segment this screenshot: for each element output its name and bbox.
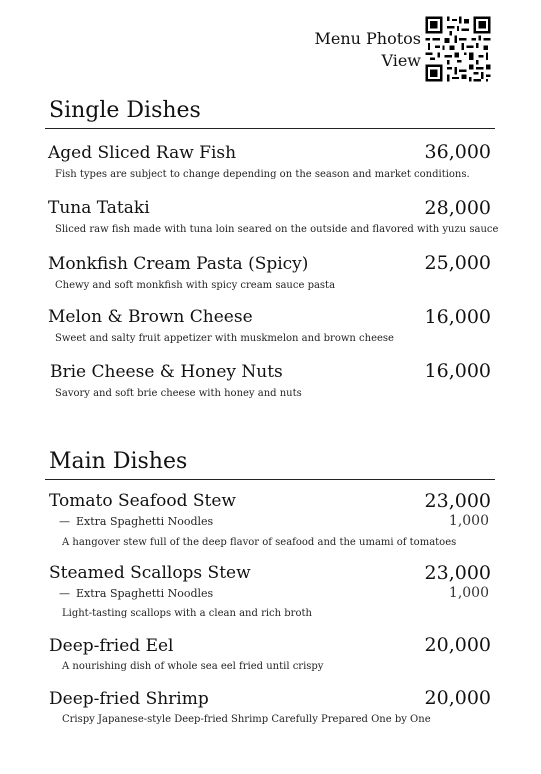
item-description: Savory and soft brie cheese with honey and nuts: [55, 388, 302, 399]
option-price: 1,000: [448, 513, 489, 529]
item-price: 36,000: [424, 141, 491, 163]
menu-photos-caption-line1: Menu Photos: [314, 29, 421, 48]
item-name: Steamed Scallops Stew: [49, 563, 251, 583]
item-price: 25,000: [424, 252, 491, 274]
item-description: Sliced raw fish made with tuna loin seared on the outside and flavored with yuzu sauce: [55, 224, 499, 235]
item-name: Brie Cheese & Honey Nuts: [50, 362, 283, 382]
dash-icon: —: [59, 515, 70, 528]
menu-photos-caption-line2: View: [381, 51, 421, 70]
item-description: Light-tasting scallops with a clean and rich broth: [62, 608, 312, 619]
item-description: Fish types are subject to change depending on the season and market conditions.: [55, 169, 470, 180]
item-description: A hangover stew full of the deep flavor of seafood and the umami of tomatoes: [62, 537, 457, 548]
section-title-single-dishes: Single Dishes: [49, 98, 201, 123]
item-description: Sweet and salty fruit appetizer with muskmelon and brown cheese: [55, 333, 394, 344]
item-name: Deep-fried Shrimp: [49, 689, 209, 709]
qr-code-icon[interactable]: [423, 14, 493, 84]
item-description: A nourishing dish of whole sea eel fried until crispy: [62, 661, 324, 672]
item-name: Melon & Brown Cheese: [48, 307, 253, 327]
item-price: 28,000: [424, 197, 491, 219]
item-price: 23,000: [424, 490, 491, 512]
item-price: 23,000: [424, 562, 491, 584]
item-name: Deep-fried Eel: [49, 636, 174, 656]
section-title-main-dishes: Main Dishes: [49, 449, 188, 474]
section-divider: [45, 479, 495, 480]
item-name: Monkfish Cream Pasta (Spicy): [48, 254, 309, 274]
item-name: Tomato Seafood Stew: [49, 491, 236, 511]
section-divider: [45, 128, 495, 129]
item-description: Chewy and soft monkfish with spicy cream sauce pasta: [55, 280, 336, 291]
item-option: [59, 587, 213, 600]
option-price: 1,000: [448, 585, 489, 601]
item-name: Tuna Tataki: [48, 198, 150, 218]
option-name: Extra Spaghetti Noodles: [76, 515, 214, 528]
item-price: 16,000: [424, 360, 491, 382]
item-name: Aged Sliced Raw Fish: [48, 143, 237, 163]
option-name: Extra Spaghetti Noodles: [76, 587, 214, 600]
item-price: 20,000: [424, 687, 491, 709]
item-price: 20,000: [424, 634, 491, 656]
menu-photos-caption: [314, 28, 421, 72]
item-price: 16,000: [424, 306, 491, 328]
dash-icon: —: [59, 587, 70, 600]
item-option: [59, 515, 213, 528]
item-description: Crispy Japanese-style Deep-fried Shrimp Carefully Prepared One by One: [62, 714, 431, 725]
